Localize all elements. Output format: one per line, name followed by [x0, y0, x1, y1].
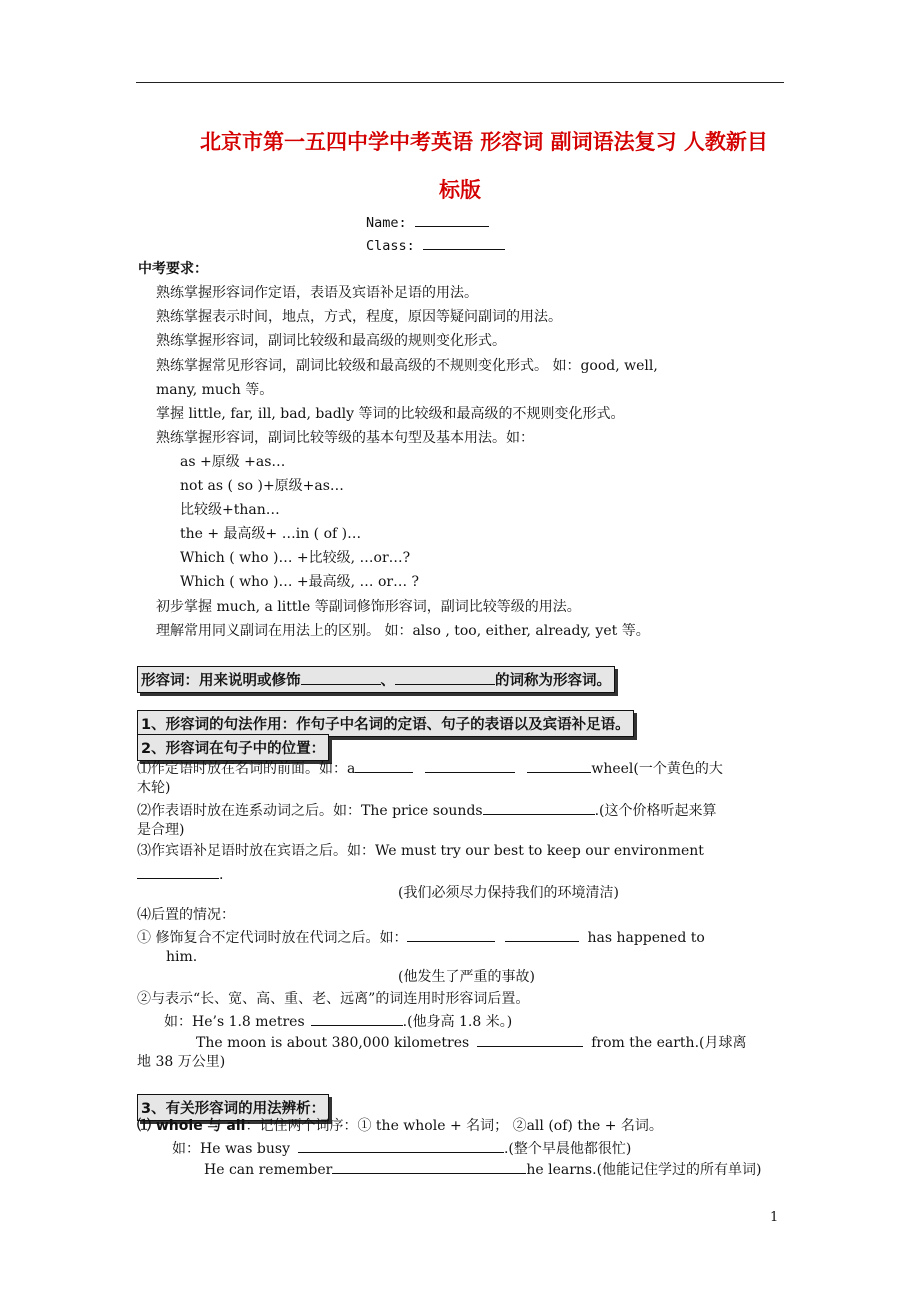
req-item: many, much 等。	[156, 382, 274, 398]
point-3: ⑶作宾语补足语时放在宾语之后。如：We must try our best to keep our environment	[137, 843, 704, 859]
postposition-heading: ⑷后置的情况：	[137, 907, 235, 923]
requirements-heading: 中考要求：	[138, 261, 208, 277]
pattern-item: as +原级 +as…	[180, 454, 286, 470]
page-title-cont: 标版	[439, 178, 481, 202]
point-5-cont: him.	[166, 949, 198, 965]
req-item: 熟练掌握常见形容词，副词比较级和最高级的不规则变化形式。 如：good, well,	[156, 358, 658, 374]
point-3-translation: (我们必须尽力保持我们的环境清洁)	[398, 885, 619, 901]
top-rule	[136, 82, 784, 83]
point-1-cont: 木轮)	[137, 780, 171, 796]
page-number: 1	[770, 1210, 779, 1225]
example-moon: The moon is about 380,000 kilometres from the earth.(月球离	[196, 1032, 747, 1052]
req-item: 熟练掌握形容词，副词比较级和最高级的规则变化形式。	[156, 333, 506, 349]
adjective-definition-box: 形容词：用来说明或修饰 、 的词称为形容词。	[137, 666, 615, 693]
req-item: 掌握 little, far, ill, bad, badly 等词的比较级和最高级的不规则变化形式。	[156, 406, 625, 422]
pattern-item: the + 最高级+ …in ( of )…	[180, 526, 362, 542]
req-item: 理解常用同义副词在用法上的区别。 如：also , too, either, already, yet 等。	[156, 623, 650, 639]
req-item: 初步掌握 much, a little 等副词修饰形容词，副词比较等级的用法。	[156, 599, 581, 615]
name-line: Name:	[366, 212, 489, 232]
pattern-item: Which ( who )… +最高级, … or… ?	[180, 574, 420, 590]
example-moon-cont: 地 38 万公里)	[137, 1054, 226, 1070]
pattern-item: not as ( so )+原级+as…	[180, 478, 344, 494]
pattern-item: 比较级+than…	[180, 502, 280, 518]
req-item: 熟练掌握形容词作定语，表语及宾语补足语的用法。	[156, 285, 478, 301]
class-line: Class:	[366, 235, 505, 255]
section-3-heading: 3、有关形容词的用法辨析：	[137, 1094, 329, 1121]
point-2: ⑵作表语时放在连系动词之后。如：The price sounds .(这个价格听起来算	[137, 800, 717, 820]
point-6: ②与表示“长、宽、高、重、老、远离”的词连用时形容词后置。	[137, 991, 530, 1007]
section-2-heading: 2、形容词在句子中的位置：	[137, 734, 329, 761]
point-whole-all: ⑴ whole 与 all：记住两个词序：① the whole + 名词； ②all (of) the + 名词。	[137, 1118, 663, 1134]
example-remember: He can remember he learns.(他能记住学过的所有单词)	[204, 1159, 762, 1179]
pattern-item: Which ( who )… +比较级, …or…?	[180, 550, 411, 566]
section-1-heading: 1、形容词的句法作用：作句子中名词的定语、句子的表语以及宾语补足语。	[137, 710, 634, 737]
point-2-cont: 是合理)	[137, 822, 185, 838]
req-item: 熟练掌握表示时间，地点，方式，程度，原因等疑问副词的用法。	[156, 309, 562, 325]
req-item: 熟练掌握形容词，副词比较等级的基本句型及基本用法。如：	[156, 430, 534, 446]
point-1: ⑴作定语时放在名词的前面。如：a wheel(一个黄色的大	[137, 758, 723, 778]
example-busy: 如：He was busy .(整个早晨他都很忙)	[172, 1138, 631, 1158]
example-height: 如：He’s 1.8 metres .(他身高 1.8 米。)	[164, 1011, 512, 1031]
point-3-blank: .	[137, 864, 223, 884]
point-5: ① 修饰复合不定代词时放在代词之后。如： has happened to	[137, 927, 705, 947]
page-title: 北京市第一五四中学中考英语 形容词 副词语法复习 人教新目	[200, 130, 768, 154]
point-5-translation: (他发生了严重的事故)	[398, 969, 535, 985]
